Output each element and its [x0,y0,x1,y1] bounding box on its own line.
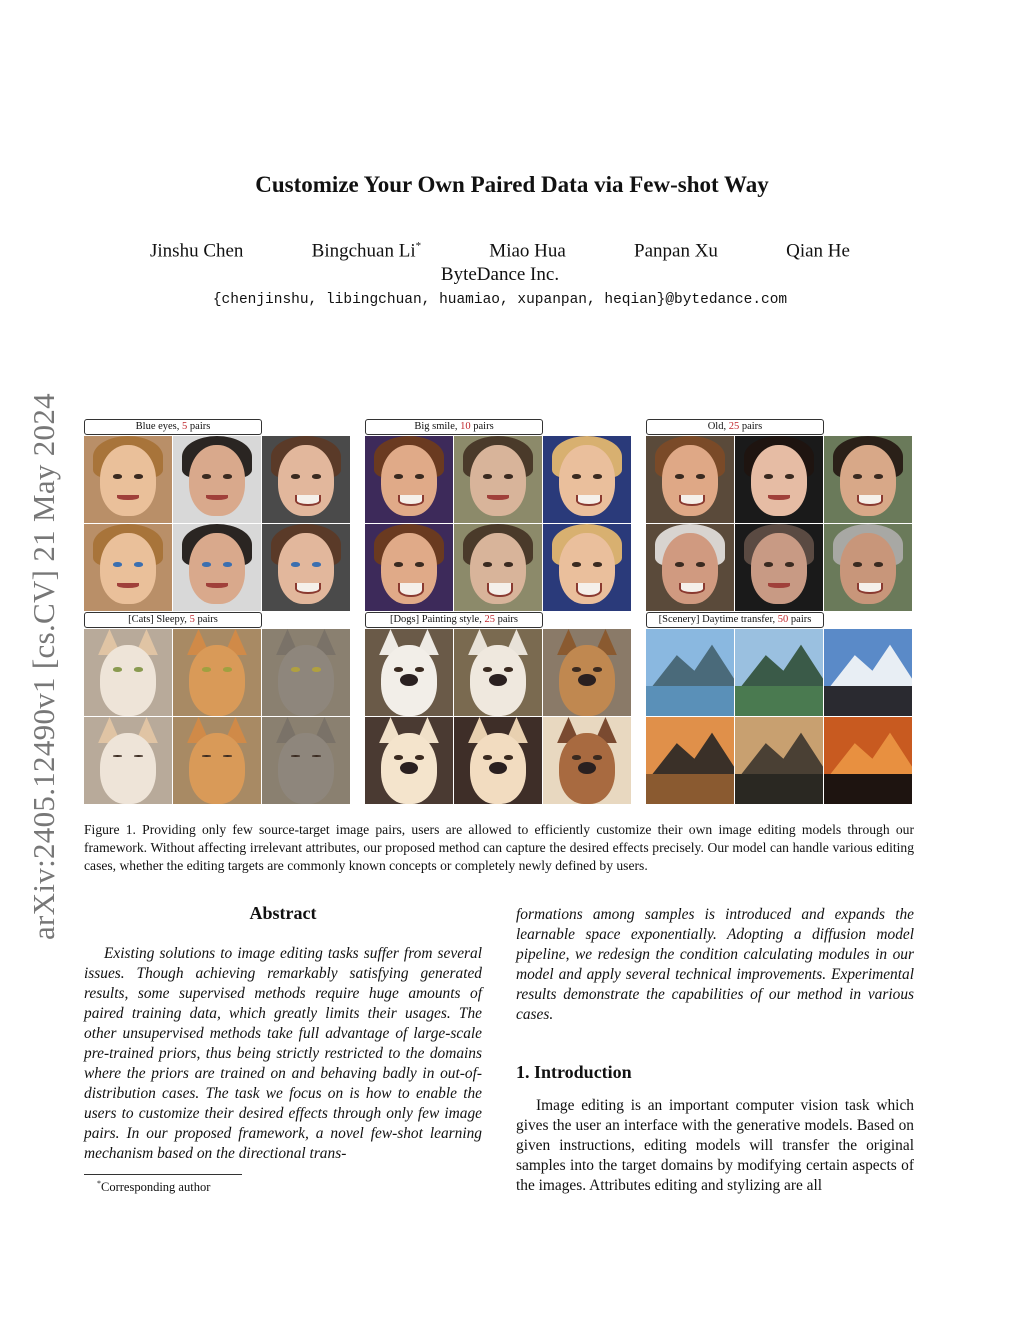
paper-title: Customize Your Own Paired Data via Few-shot Way [255,172,769,197]
portrait-image [173,436,261,523]
dog-image [365,629,453,716]
panel-label: [Dogs] Painting style, 25 pairs [365,612,543,628]
image-grid [84,629,350,804]
edited-dog-image [365,717,453,804]
edited-portrait-image [262,524,350,611]
edited-cat-image [84,717,172,804]
panel-label: Big smile, 10 pairs [365,419,543,435]
cat-image [84,629,172,716]
cat-image [173,629,261,716]
cat-image [262,629,350,716]
edited-cat-image [173,717,261,804]
section-heading-introduction: 1. Introduction [516,1062,632,1082]
portrait-image [735,436,823,523]
image-grid [365,436,631,611]
arxiv-identifier: arXiv:2405.12490v1 [cs.CV] 21 May 2024 [26,393,61,940]
author: Bingchuan Li* [311,240,422,262]
footnote-divider [84,1174,242,1175]
panel-label: Old, 25 pairs [646,419,824,435]
introduction-text: Image editing is an important computer vision task which gives the user an interface with the generative models. Based on given instructions, editing models will transfer the original samples into the target domains by modifying certain aspects of the images. Attributes editing and stylizing are all [516,1097,914,1194]
edited-scenery-image [646,717,734,804]
author: Miao Hua [489,240,566,262]
image-grid [646,629,912,804]
footnote: *Corresponding author [97,1179,211,1195]
abstract-text: Existing solutions to image editing tasks suffer from several issues. Though achieving remarkably satisfying generated results, some supervised methods require huge amounts of paired training data, which greatly limits their usages. The other unsupervised methods take full advantage of large-scale pre-trained priors, thus being strictly restricted to the domains where the priors are trained on and behaving badly in out-of-distribution cases. The task we focus on is how to enable the users to customize their desired effects through only few image pairs. In our proposed framework, a novel few-shot learning mechanism based on the directional trans- [84,945,482,1162]
edited-cat-image [262,717,350,804]
edited-scenery-image [735,717,823,804]
dog-image [543,629,631,716]
portrait-image [84,436,172,523]
image-grid [84,436,350,611]
author-list [150,240,850,262]
edited-portrait-image [454,524,542,611]
dog-image [454,629,542,716]
edited-portrait-image [735,524,823,611]
edited-portrait-image [824,524,912,611]
portrait-image [262,436,350,523]
edited-dog-image [454,717,542,804]
edited-scenery-image [824,717,912,804]
portrait-image [824,436,912,523]
scenery-image [646,629,734,716]
portrait-image [454,436,542,523]
panel-label: [Cats] Sleepy, 5 pairs [84,612,262,628]
portrait-image [365,436,453,523]
abstract-text-continued: formations among samples is introduced and expands the learnable space exponentially. Adopting a diffusion model pipeline, we redesign the condition calculating modules in our model and apply several technical improvements. Experimental results demonstrate the capabilities of our method in various cases. [516,906,914,1023]
image-grid [646,436,912,611]
portrait-image [646,436,734,523]
author: Jinshu Chen [150,240,244,262]
author-emails: {chenjinshu, libingchuan, huamiao, xupanpan, heqian}@bytedance.com [212,292,788,308]
scenery-image [735,629,823,716]
edited-dog-image [543,717,631,804]
figure-caption: Figure 1. Providing only few source-target image pairs, users are allowed to efficiently customize their own image editing models through our framework. Without affecting irrelevant attributes, our proposed method can capture the desired effects precisely. Our model can handle various editing cases, whether the editing targets are commonly known concepts or completely newly defined by users. [84,822,914,873]
panel-label: [Scenery] Daytime transfer, 50 pairs [646,612,824,628]
edited-portrait-image [365,524,453,611]
edited-portrait-image [543,524,631,611]
image-grid [365,629,631,804]
abstract-heading: Abstract [249,903,317,923]
panel-label: Blue eyes, 5 pairs [84,419,262,435]
author: Qian He [786,240,850,262]
author: Panpan Xu [634,240,718,262]
portrait-image [543,436,631,523]
edited-portrait-image [173,524,261,611]
affiliation: ByteDance Inc. [440,264,560,285]
edited-portrait-image [646,524,734,611]
edited-portrait-image [84,524,172,611]
scenery-image [824,629,912,716]
